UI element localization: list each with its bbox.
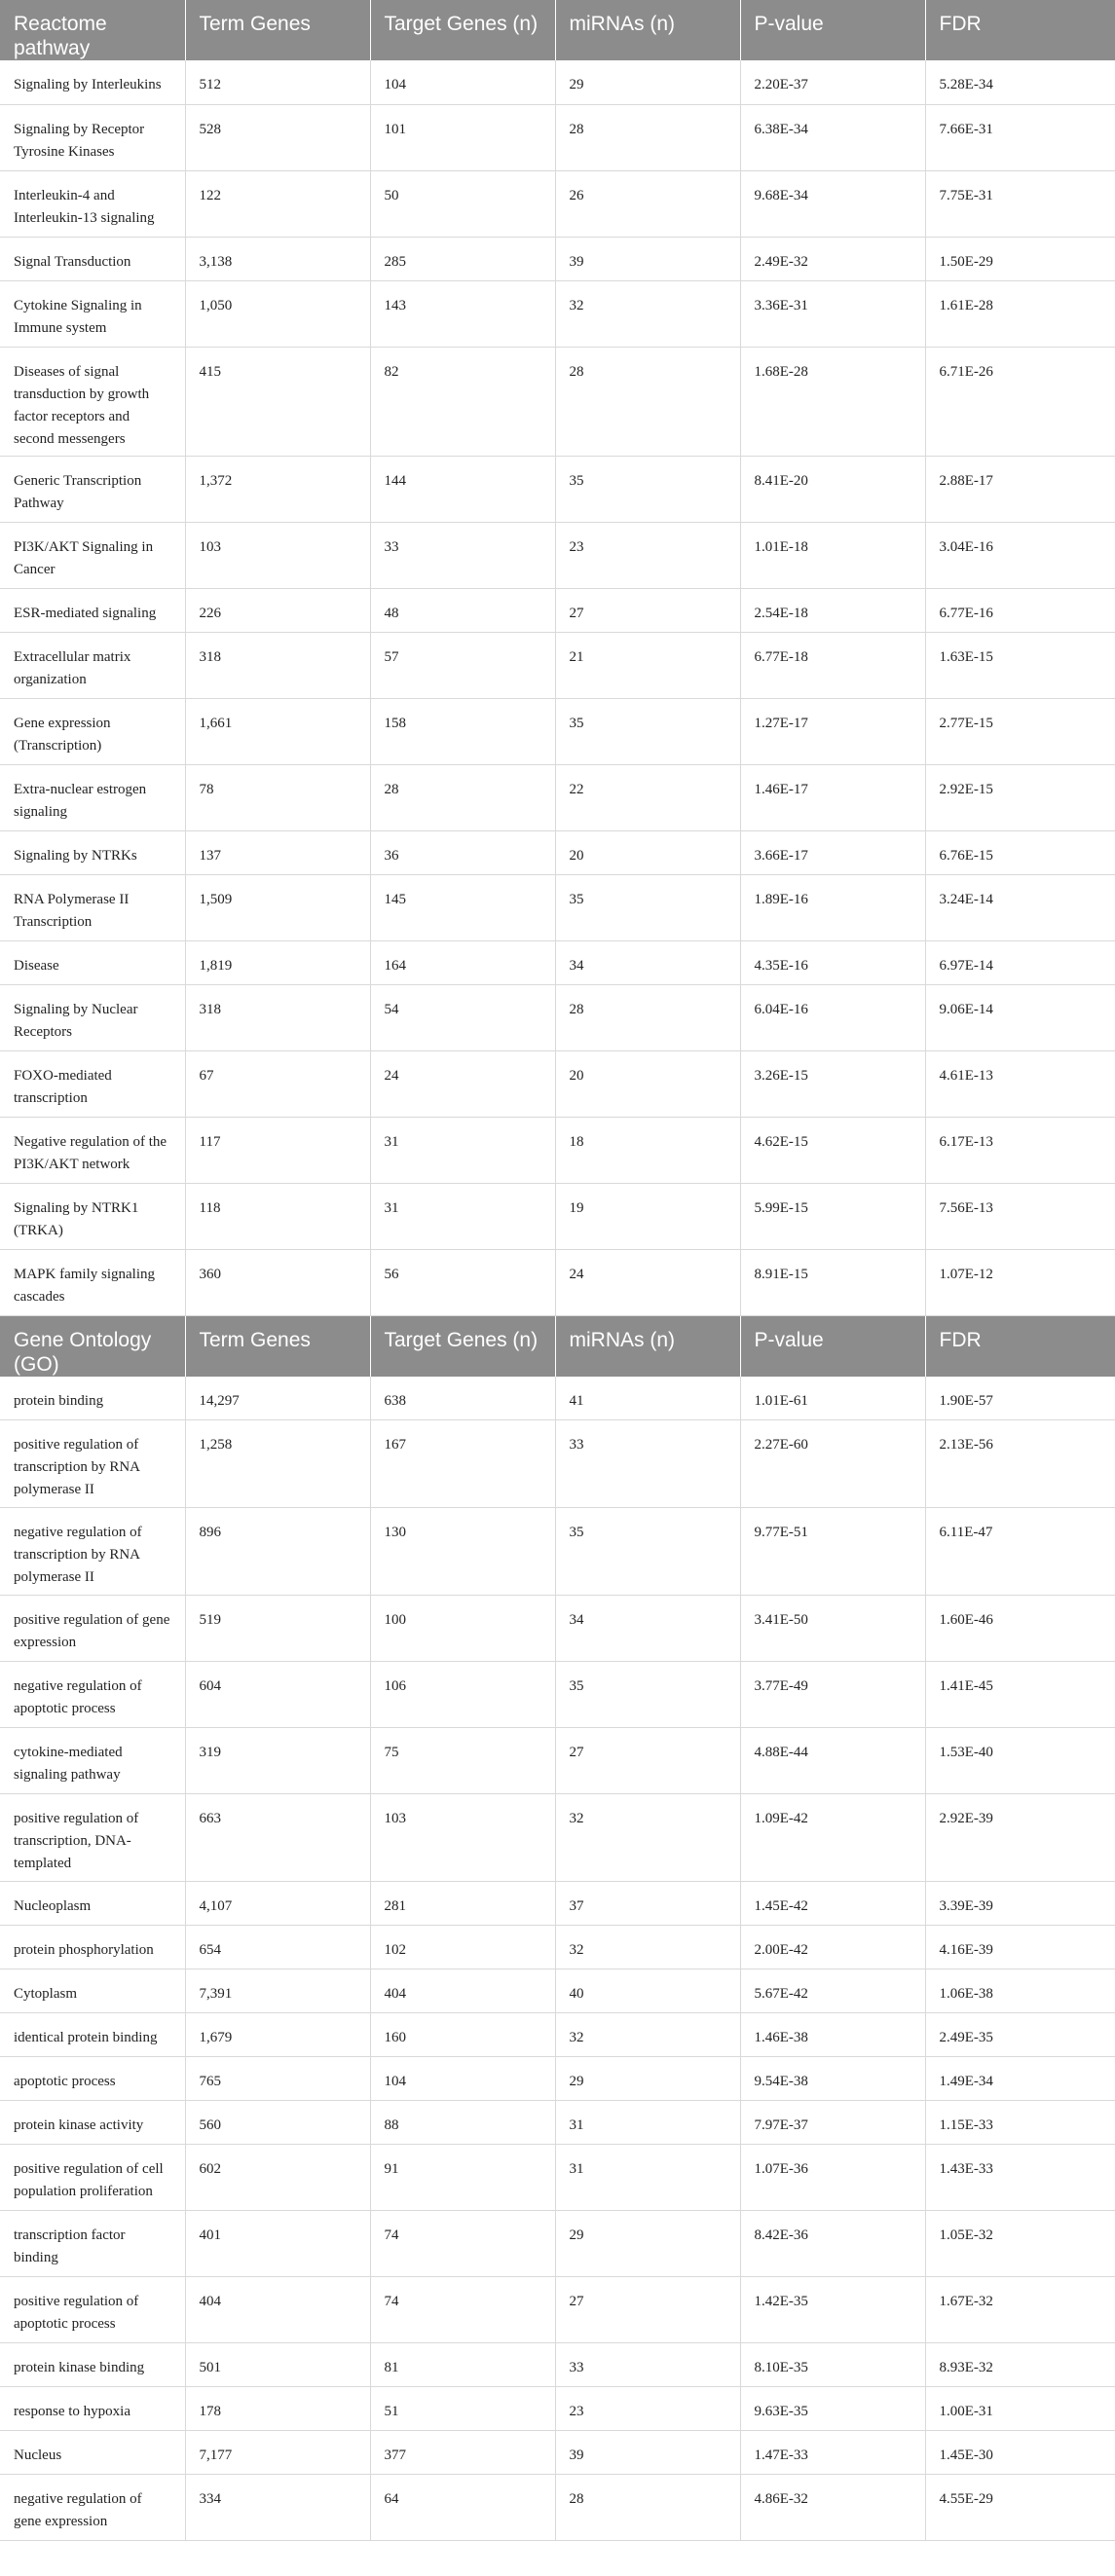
cell-mirnas: 35 (555, 698, 740, 764)
header-cell-mirnas: miRNAs (n) (555, 0, 740, 60)
cell-term: Signaling by Nuclear Receptors (0, 984, 185, 1050)
cell-term: PI3K/AKT Signaling in Cancer (0, 522, 185, 588)
cell-p-value: 9.54E-38 (740, 2057, 925, 2101)
cell-target-genes: 100 (370, 1596, 555, 1662)
header-cell-target-genes: Target Genes (n) (370, 0, 555, 60)
cell-fdr: 2.49E-35 (925, 2013, 1115, 2057)
cell-term-genes: 1,050 (185, 280, 370, 347)
cell-p-value: 1.45E-42 (740, 1882, 925, 1926)
cell-fdr: 1.61E-28 (925, 280, 1115, 347)
cell-p-value: 9.77E-51 (740, 1508, 925, 1596)
cell-mirnas: 29 (555, 2211, 740, 2277)
cell-mirnas: 28 (555, 2475, 740, 2541)
cell-p-value: 8.91E-15 (740, 1249, 925, 1315)
cell-fdr: 3.39E-39 (925, 1882, 1115, 1926)
cell-p-value: 1.46E-17 (740, 764, 925, 830)
cell-fdr: 3.04E-16 (925, 522, 1115, 588)
table-row (0, 2013, 1115, 2057)
cell-target-genes: 160 (370, 2013, 555, 2057)
cell-mirnas: 35 (555, 456, 740, 522)
cell-term: positive regulation of gene expression (0, 1596, 185, 1662)
cell-mirnas: 26 (555, 170, 740, 237)
cell-fdr: 1.41E-45 (925, 1662, 1115, 1728)
cell-target-genes: 74 (370, 2211, 555, 2277)
cell-mirnas: 33 (555, 1420, 740, 1508)
reactome-header-row (0, 0, 1115, 60)
cell-fdr: 4.61E-13 (925, 1050, 1115, 1117)
cell-term-genes: 560 (185, 2101, 370, 2145)
cell-p-value: 1.01E-61 (740, 1377, 925, 1420)
cell-target-genes: 164 (370, 940, 555, 984)
cell-fdr: 6.11E-47 (925, 1508, 1115, 1596)
cell-fdr: 6.76E-15 (925, 830, 1115, 874)
cell-term-genes: 78 (185, 764, 370, 830)
cell-target-genes: 56 (370, 1249, 555, 1315)
table-row (0, 984, 1115, 1050)
cell-mirnas: 34 (555, 1596, 740, 1662)
cell-term: Gene expression (Transcription) (0, 698, 185, 764)
cell-mirnas: 27 (555, 2277, 740, 2343)
cell-term-genes: 122 (185, 170, 370, 237)
cell-target-genes: 74 (370, 2277, 555, 2343)
cell-fdr: 7.75E-31 (925, 170, 1115, 237)
cell-target-genes: 28 (370, 764, 555, 830)
table-row (0, 60, 1115, 104)
cell-term-genes: 896 (185, 1508, 370, 1596)
cell-term: Nucleus (0, 2431, 185, 2475)
cell-mirnas: 32 (555, 1794, 740, 1882)
cell-target-genes: 50 (370, 170, 555, 237)
cell-term-genes: 1,509 (185, 874, 370, 940)
cell-mirnas: 31 (555, 2145, 740, 2211)
cell-target-genes: 167 (370, 1420, 555, 1508)
cell-target-genes: 33 (370, 522, 555, 588)
cell-term-genes: 318 (185, 632, 370, 698)
cell-target-genes: 404 (370, 1969, 555, 2013)
cell-term: protein phosphorylation (0, 1926, 185, 1969)
cell-mirnas: 32 (555, 2013, 740, 2057)
cell-mirnas: 19 (555, 1183, 740, 1249)
table-row (0, 2277, 1115, 2343)
cell-fdr: 7.66E-31 (925, 104, 1115, 170)
table-row (0, 1050, 1115, 1117)
cell-fdr: 1.00E-31 (925, 2387, 1115, 2431)
cell-term-genes: 178 (185, 2387, 370, 2431)
cell-mirnas: 39 (555, 237, 740, 280)
cell-term: Signal Transduction (0, 237, 185, 280)
cell-term-genes: 103 (185, 522, 370, 588)
cell-term-genes: 519 (185, 1596, 370, 1662)
cell-term: Interleukin-4 and Interleukin-13 signaling (0, 170, 185, 237)
cell-mirnas: 23 (555, 2387, 740, 2431)
cell-term-genes: 1,258 (185, 1420, 370, 1508)
cell-p-value: 2.00E-42 (740, 1926, 925, 1969)
cell-mirnas: 29 (555, 60, 740, 104)
cell-target-genes: 31 (370, 1117, 555, 1183)
header-cell-fdr: FDR (925, 1315, 1115, 1377)
cell-p-value: 1.01E-18 (740, 522, 925, 588)
cell-p-value: 3.26E-15 (740, 1050, 925, 1117)
cell-mirnas: 39 (555, 2431, 740, 2475)
cell-fdr: 3.24E-14 (925, 874, 1115, 940)
table-row (0, 2387, 1115, 2431)
cell-fdr: 7.56E-13 (925, 1183, 1115, 1249)
cell-target-genes: 51 (370, 2387, 555, 2431)
cell-term: Signaling by Receptor Tyrosine Kinases (0, 104, 185, 170)
cell-p-value: 3.41E-50 (740, 1596, 925, 1662)
cell-p-value: 7.97E-37 (740, 2101, 925, 2145)
cell-term-genes: 512 (185, 60, 370, 104)
cell-term-genes: 1,372 (185, 456, 370, 522)
cell-term-genes: 14,297 (185, 1377, 370, 1420)
cell-term: response to hypoxia (0, 2387, 185, 2431)
cell-term-genes: 67 (185, 1050, 370, 1117)
cell-fdr: 4.16E-39 (925, 1926, 1115, 1969)
cell-mirnas: 29 (555, 2057, 740, 2101)
table-row (0, 1728, 1115, 1794)
table-row (0, 2057, 1115, 2101)
cell-target-genes: 91 (370, 2145, 555, 2211)
table-row (0, 2475, 1115, 2541)
cell-mirnas: 32 (555, 1926, 740, 1969)
cell-fdr: 2.88E-17 (925, 456, 1115, 522)
cell-p-value: 4.86E-32 (740, 2475, 925, 2541)
table-row (0, 874, 1115, 940)
cell-target-genes: 48 (370, 588, 555, 632)
cell-target-genes: 24 (370, 1050, 555, 1117)
cell-p-value: 6.77E-18 (740, 632, 925, 698)
cell-term: Negative regulation of the PI3K/AKT network (0, 1117, 185, 1183)
cell-term-genes: 765 (185, 2057, 370, 2101)
table-row (0, 2211, 1115, 2277)
table-row (0, 698, 1115, 764)
header-cell-category: Gene Ontology (GO) (0, 1315, 185, 1377)
cell-p-value: 4.88E-44 (740, 1728, 925, 1794)
cell-term: Generic Transcription Pathway (0, 456, 185, 522)
cell-mirnas: 20 (555, 830, 740, 874)
header-cell-p-value: P-value (740, 0, 925, 60)
cell-term: negative regulation of gene expression (0, 2475, 185, 2541)
cell-target-genes: 145 (370, 874, 555, 940)
cell-mirnas: 28 (555, 104, 740, 170)
cell-p-value: 1.07E-36 (740, 2145, 925, 2211)
cell-target-genes: 64 (370, 2475, 555, 2541)
cell-p-value: 3.77E-49 (740, 1662, 925, 1728)
cell-fdr: 1.90E-57 (925, 1377, 1115, 1420)
cell-target-genes: 104 (370, 60, 555, 104)
cell-term-genes: 137 (185, 830, 370, 874)
cell-target-genes: 158 (370, 698, 555, 764)
cell-p-value: 6.04E-16 (740, 984, 925, 1050)
cell-term: FOXO-mediated transcription (0, 1050, 185, 1117)
table-row (0, 237, 1115, 280)
cell-term: positive regulation of transcription by RNA polymerase II (0, 1420, 185, 1508)
header-cell-target-genes: Target Genes (n) (370, 1315, 555, 1377)
table-row (0, 104, 1115, 170)
cell-target-genes: 57 (370, 632, 555, 698)
cell-p-value: 4.35E-16 (740, 940, 925, 984)
cell-mirnas: 20 (555, 1050, 740, 1117)
cell-p-value: 9.63E-35 (740, 2387, 925, 2431)
cell-p-value: 8.41E-20 (740, 456, 925, 522)
cell-term-genes: 528 (185, 104, 370, 170)
cell-target-genes: 101 (370, 104, 555, 170)
cell-fdr: 1.50E-29 (925, 237, 1115, 280)
cell-target-genes: 377 (370, 2431, 555, 2475)
cell-p-value: 3.66E-17 (740, 830, 925, 874)
cell-fdr: 1.43E-33 (925, 2145, 1115, 2211)
cell-term: Extra-nuclear estrogen signaling (0, 764, 185, 830)
cell-fdr: 1.45E-30 (925, 2431, 1115, 2475)
cell-fdr: 2.92E-39 (925, 1794, 1115, 1882)
cell-mirnas: 28 (555, 984, 740, 1050)
table-row (0, 456, 1115, 522)
cell-fdr: 1.49E-34 (925, 2057, 1115, 2101)
cell-fdr: 5.28E-34 (925, 60, 1115, 104)
cell-term: Diseases of signal transduction by growth factor receptors and second messengers (0, 347, 185, 456)
cell-target-genes: 104 (370, 2057, 555, 2101)
table-row (0, 2343, 1115, 2387)
cell-mirnas: 27 (555, 1728, 740, 1794)
cell-mirnas: 18 (555, 1117, 740, 1183)
cell-fdr: 1.63E-15 (925, 632, 1115, 698)
cell-fdr: 2.77E-15 (925, 698, 1115, 764)
go-header-row (0, 1315, 1115, 1377)
cell-term-genes: 1,819 (185, 940, 370, 984)
table-row (0, 1117, 1115, 1183)
cell-p-value: 1.27E-17 (740, 698, 925, 764)
cell-p-value: 1.68E-28 (740, 347, 925, 456)
cell-target-genes: 106 (370, 1662, 555, 1728)
cell-p-value: 8.42E-36 (740, 2211, 925, 2277)
table-row (0, 1969, 1115, 2013)
cell-p-value: 6.38E-34 (740, 104, 925, 170)
cell-target-genes: 130 (370, 1508, 555, 1596)
table-row (0, 764, 1115, 830)
cell-term-genes: 334 (185, 2475, 370, 2541)
cell-mirnas: 35 (555, 1508, 740, 1596)
cell-term: RNA Polymerase II Transcription (0, 874, 185, 940)
table-row (0, 170, 1115, 237)
table-row (0, 1508, 1115, 1596)
cell-term: apoptotic process (0, 2057, 185, 2101)
cell-term: cytokine-mediated signaling pathway (0, 1728, 185, 1794)
cell-mirnas: 34 (555, 940, 740, 984)
cell-term-genes: 663 (185, 1794, 370, 1882)
table-row (0, 1183, 1115, 1249)
table-row (0, 1662, 1115, 1728)
cell-term: Cytoplasm (0, 1969, 185, 2013)
cell-mirnas: 33 (555, 2343, 740, 2387)
table-row (0, 280, 1115, 347)
table-row (0, 347, 1115, 456)
cell-term: MAPK family signaling cascades (0, 1249, 185, 1315)
cell-term-genes: 4,107 (185, 1882, 370, 1926)
cell-mirnas: 40 (555, 1969, 740, 2013)
cell-fdr: 2.92E-15 (925, 764, 1115, 830)
cell-mirnas: 32 (555, 280, 740, 347)
cell-term-genes: 117 (185, 1117, 370, 1183)
cell-term-genes: 415 (185, 347, 370, 456)
cell-fdr: 1.15E-33 (925, 2101, 1115, 2145)
cell-fdr: 9.06E-14 (925, 984, 1115, 1050)
table-row (0, 1882, 1115, 1926)
cell-fdr: 4.55E-29 (925, 2475, 1115, 2541)
header-cell-mirnas: miRNAs (n) (555, 1315, 740, 1377)
cell-mirnas: 23 (555, 522, 740, 588)
cell-p-value: 1.46E-38 (740, 2013, 925, 2057)
cell-target-genes: 88 (370, 2101, 555, 2145)
cell-term-genes: 602 (185, 2145, 370, 2211)
header-cell-term-genes: Term Genes (185, 0, 370, 60)
cell-term: Signaling by NTRK1 (TRKA) (0, 1183, 185, 1249)
cell-term-genes: 7,391 (185, 1969, 370, 2013)
cell-mirnas: 41 (555, 1377, 740, 1420)
table-row (0, 2145, 1115, 2211)
cell-target-genes: 285 (370, 237, 555, 280)
cell-term-genes: 604 (185, 1662, 370, 1728)
cell-term: Signaling by Interleukins (0, 60, 185, 104)
cell-p-value: 1.42E-35 (740, 2277, 925, 2343)
cell-p-value: 1.47E-33 (740, 2431, 925, 2475)
cell-p-value: 1.09E-42 (740, 1794, 925, 1882)
table-row (0, 1249, 1115, 1315)
cell-fdr: 1.53E-40 (925, 1728, 1115, 1794)
table-row (0, 940, 1115, 984)
cell-term: protein kinase binding (0, 2343, 185, 2387)
cell-p-value: 1.89E-16 (740, 874, 925, 940)
table-row (0, 522, 1115, 588)
table-row (0, 632, 1115, 698)
table-row (0, 2431, 1115, 2475)
cell-term: Disease (0, 940, 185, 984)
table-row (0, 830, 1115, 874)
cell-mirnas: 31 (555, 2101, 740, 2145)
cell-fdr: 6.77E-16 (925, 588, 1115, 632)
cell-term-genes: 319 (185, 1728, 370, 1794)
cell-term-genes: 118 (185, 1183, 370, 1249)
cell-mirnas: 35 (555, 874, 740, 940)
cell-term: Extracellular matrix organization (0, 632, 185, 698)
header-cell-category: Reactome pathway (0, 0, 185, 60)
cell-term-genes: 226 (185, 588, 370, 632)
cell-term-genes: 7,177 (185, 2431, 370, 2475)
cell-term: Cytokine Signaling in Immune system (0, 280, 185, 347)
cell-p-value: 9.68E-34 (740, 170, 925, 237)
cell-term: identical protein binding (0, 2013, 185, 2057)
cell-term: positive regulation of cell population proliferation (0, 2145, 185, 2211)
cell-target-genes: 143 (370, 280, 555, 347)
cell-mirnas: 27 (555, 588, 740, 632)
cell-mirnas: 28 (555, 347, 740, 456)
cell-p-value: 5.99E-15 (740, 1183, 925, 1249)
cell-p-value: 8.10E-35 (740, 2343, 925, 2387)
table-row (0, 1420, 1115, 1508)
table-row (0, 588, 1115, 632)
cell-mirnas: 35 (555, 1662, 740, 1728)
cell-term: ESR-mediated signaling (0, 588, 185, 632)
cell-p-value: 5.67E-42 (740, 1969, 925, 2013)
cell-fdr: 1.07E-12 (925, 1249, 1115, 1315)
cell-term-genes: 3,138 (185, 237, 370, 280)
cell-term: Signaling by NTRKs (0, 830, 185, 874)
cell-mirnas: 22 (555, 764, 740, 830)
table-row (0, 1377, 1115, 1420)
cell-fdr: 8.93E-32 (925, 2343, 1115, 2387)
cell-term: positive regulation of transcription, DNA-templated (0, 1794, 185, 1882)
cell-target-genes: 103 (370, 1794, 555, 1882)
cell-mirnas: 21 (555, 632, 740, 698)
cell-term-genes: 401 (185, 2211, 370, 2277)
cell-fdr: 1.05E-32 (925, 2211, 1115, 2277)
cell-term: protein binding (0, 1377, 185, 1420)
cell-p-value: 2.54E-18 (740, 588, 925, 632)
cell-fdr: 2.13E-56 (925, 1420, 1115, 1508)
cell-p-value: 2.27E-60 (740, 1420, 925, 1508)
cell-target-genes: 54 (370, 984, 555, 1050)
cell-fdr: 1.60E-46 (925, 1596, 1115, 1662)
cell-fdr: 6.97E-14 (925, 940, 1115, 984)
header-cell-term-genes: Term Genes (185, 1315, 370, 1377)
header-cell-fdr: FDR (925, 0, 1115, 60)
cell-p-value: 4.62E-15 (740, 1117, 925, 1183)
cell-term-genes: 318 (185, 984, 370, 1050)
cell-target-genes: 82 (370, 347, 555, 456)
cell-p-value: 2.49E-32 (740, 237, 925, 280)
cell-p-value: 2.20E-37 (740, 60, 925, 104)
cell-mirnas: 24 (555, 1249, 740, 1315)
cell-fdr: 1.06E-38 (925, 1969, 1115, 2013)
cell-target-genes: 31 (370, 1183, 555, 1249)
cell-term-genes: 1,661 (185, 698, 370, 764)
cell-p-value: 3.36E-31 (740, 280, 925, 347)
cell-target-genes: 102 (370, 1926, 555, 1969)
cell-target-genes: 144 (370, 456, 555, 522)
cell-fdr: 1.67E-32 (925, 2277, 1115, 2343)
cell-target-genes: 638 (370, 1377, 555, 1420)
cell-term-genes: 501 (185, 2343, 370, 2387)
cell-term-genes: 404 (185, 2277, 370, 2343)
table-row (0, 2101, 1115, 2145)
cell-fdr: 6.71E-26 (925, 347, 1115, 456)
cell-target-genes: 281 (370, 1882, 555, 1926)
cell-term: protein kinase activity (0, 2101, 185, 2145)
table-row (0, 1926, 1115, 1969)
cell-mirnas: 37 (555, 1882, 740, 1926)
cell-target-genes: 36 (370, 830, 555, 874)
cell-term: negative regulation of apoptotic process (0, 1662, 185, 1728)
cell-term-genes: 1,679 (185, 2013, 370, 2057)
cell-term: positive regulation of apoptotic process (0, 2277, 185, 2343)
table-row (0, 1794, 1115, 1882)
table-row (0, 1596, 1115, 1662)
cell-term-genes: 360 (185, 1249, 370, 1315)
cell-term: Nucleoplasm (0, 1882, 185, 1926)
cell-term: negative regulation of transcription by RNA polymerase II (0, 1508, 185, 1596)
cell-target-genes: 81 (370, 2343, 555, 2387)
cell-term: transcription factor binding (0, 2211, 185, 2277)
header-cell-p-value: P-value (740, 1315, 925, 1377)
cell-target-genes: 75 (370, 1728, 555, 1794)
cell-term-genes: 654 (185, 1926, 370, 1969)
cell-fdr: 6.17E-13 (925, 1117, 1115, 1183)
